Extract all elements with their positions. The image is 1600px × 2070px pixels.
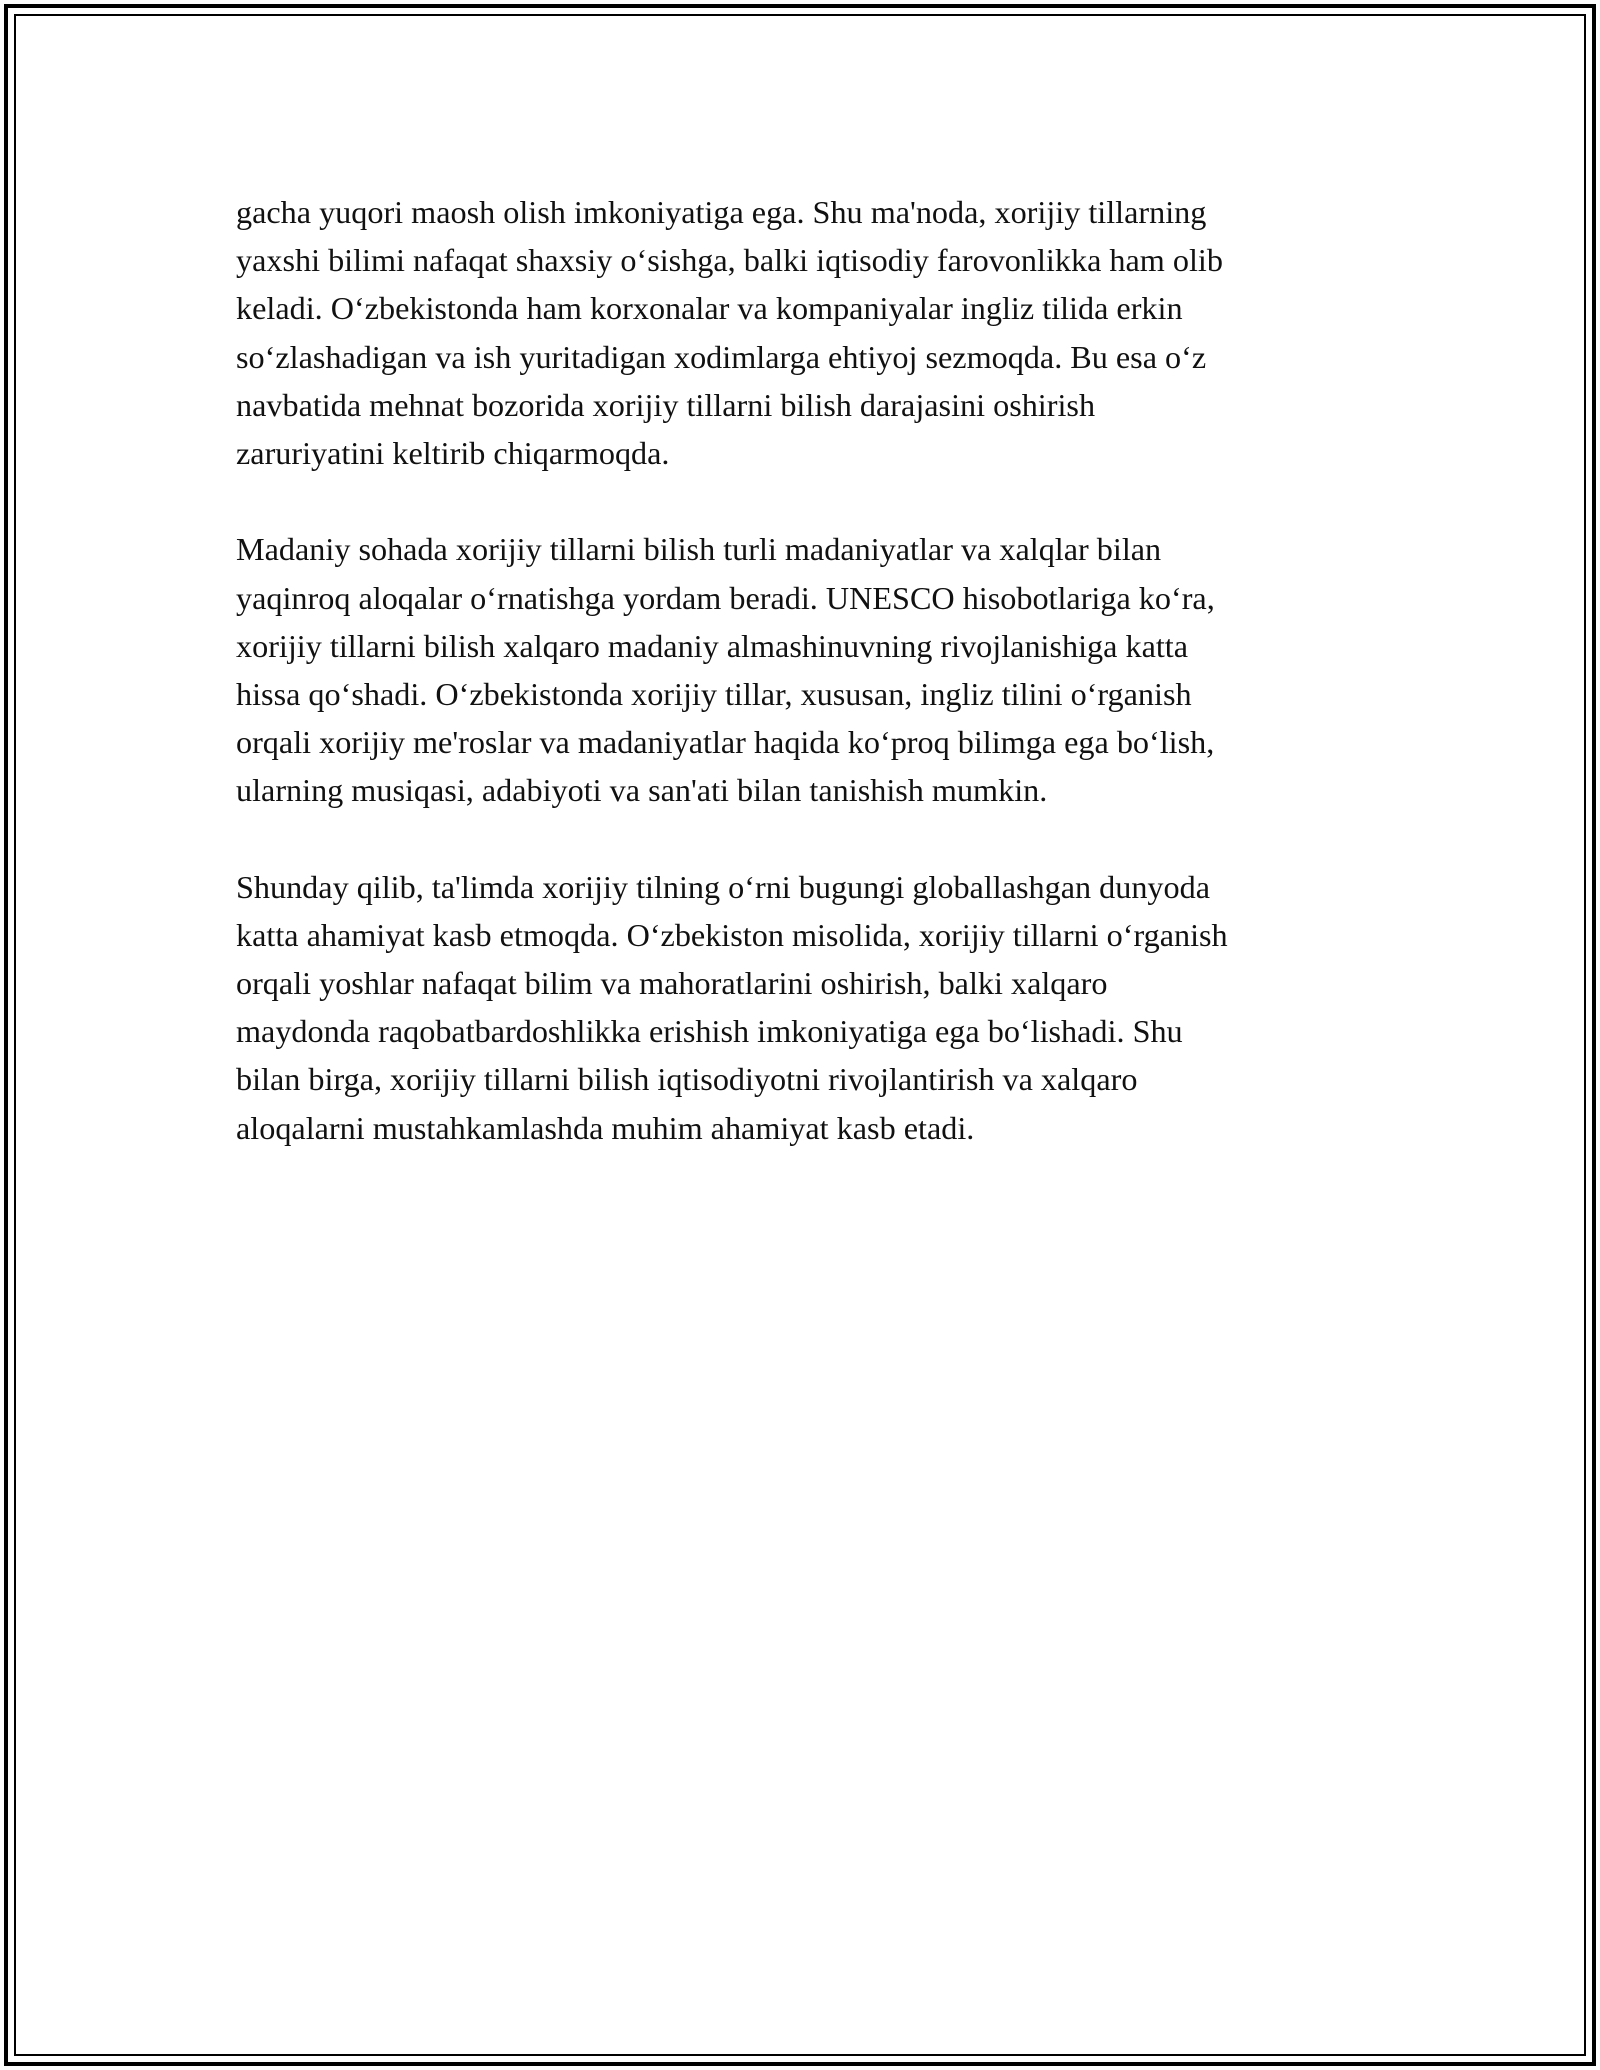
text-line: so‘zlashadigan va ish yuritadigan xodimlarga ehtiyoj sezmoqda. Bu esa o‘z <box>236 338 1207 375</box>
text-line: zaruriyatini keltirib chiqarmoqda. <box>236 434 670 471</box>
paragraph-1 <box>236 188 1376 477</box>
text-line: orqali xorijiy me'roslar va madaniyatlar haqida ko‘proq bilimga ega bo‘lish, <box>236 724 1215 761</box>
text-line: xorijiy tillarni bilish xalqaro madaniy almashinuvning rivojlanishiga katta <box>236 627 1189 664</box>
text-line: gacha yuqori maosh olish imkoniyatiga ega. Shu ma'noda, xorijiy tillarning <box>236 194 1207 230</box>
document-body <box>236 188 1376 1200</box>
text-line: navbatida mehnat bozorida xorijiy tillarni bilish darajasini oshirish <box>236 386 1096 423</box>
paragraph-2 <box>236 525 1376 814</box>
text-line: katta ahamiyat kasb etmoqda. O‘zbekiston misolida, xorijiy tillarni o‘rganish <box>236 916 1228 953</box>
text-line: yaqinroq aloqalar o‘rnatishga yordam beradi. UNESCO hisobotlariga ko‘ra, <box>236 579 1215 616</box>
text-line: aloqalarni mustahkamlashda muhim ahamiyat kasb etadi. <box>236 1109 975 1146</box>
text-line: hissa qo‘shadi. O‘zbekistonda xorijiy tillar, xususan, ingliz tilini o‘rganish <box>236 675 1192 712</box>
text-line: Madaniy sohada xorijiy tillarni bilish turli madaniyatlar va xalqlar bilan <box>236 531 1162 568</box>
text-line: maydonda raqobatbardoshlikka erishish imkoniyatiga ega bo‘lishadi. Shu <box>236 1013 1183 1050</box>
text-line: Shunday qilib, ta'limda xorijiy tilning o‘rni bugungi globallashgan dunyoda <box>236 868 1211 905</box>
text-line: bilan birga, xorijiy tillarni bilish iqtisodiyotni rivojlantirish va xalqaro <box>236 1061 1138 1098</box>
text-line: orqali yoshlar nafaqat bilim va mahoratlarini oshirish, balki xalqaro <box>236 965 1108 1001</box>
text-line: keladi. O‘zbekistonda ham korxonalar va kompaniyalar ingliz tilida erkin <box>236 290 1183 327</box>
text-line: yaxshi bilimi nafaqat shaxsiy o‘sishga, balki iqtisodiy farovonlikka ham olib <box>236 242 1223 279</box>
text-line: ularning musiqasi, adabiyoti va san'ati bilan tanishish mumkin. <box>236 772 1048 809</box>
paragraph-3 <box>236 863 1376 1152</box>
